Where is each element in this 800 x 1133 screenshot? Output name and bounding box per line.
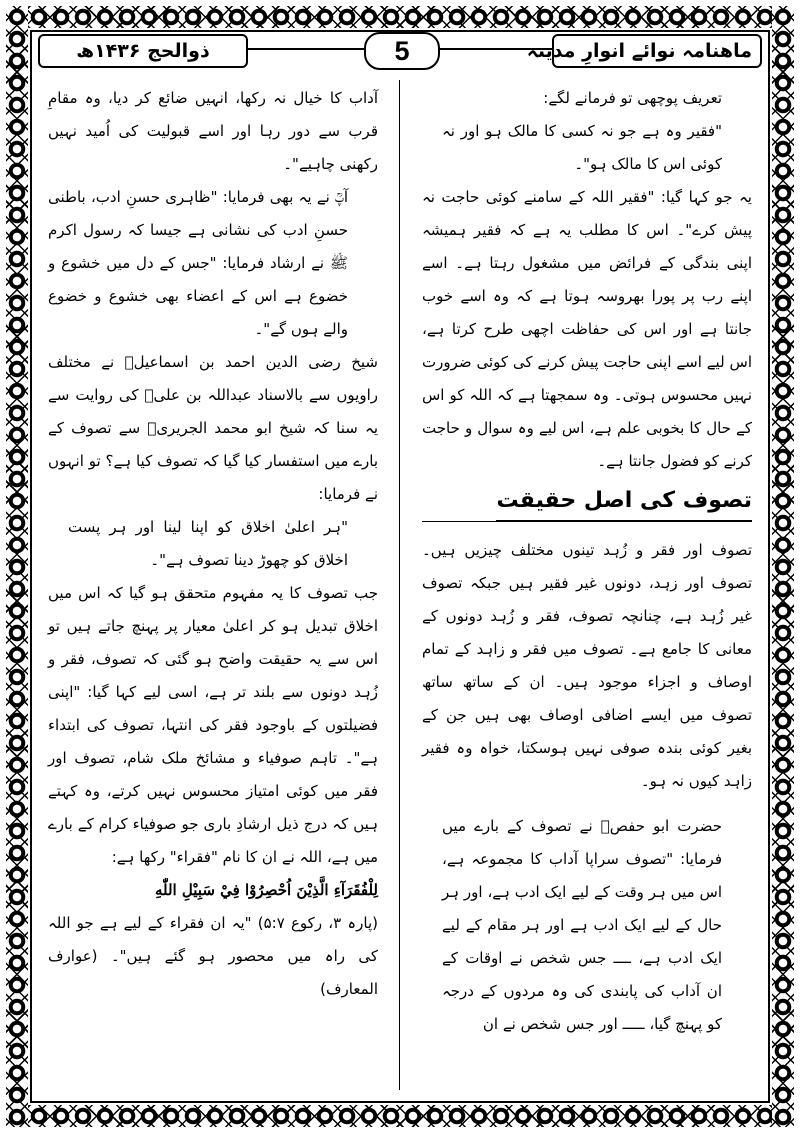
paragraph: یہ جو کہا گیا: "فقیر اللہ کے سامنے کوئی حاجت نہ پیش کرے"۔ اس کا مطلب یہ ہے کہ فقیر ہمیشہ اپنی بندگی کے فرائض میں مشغول رہتا ہے۔ اسے اپنے رب پر پورا بھروسہ ہوتا ہے کہ وہ اسے خوب جانتا ہے اور اس کی حفاظت اچھی طرح کرتا ہے، اس لیے اسے اپنی حاجت پیش کرنے کی کوئی ضرورت نہیں محسوس ہوتی۔ وہ سمجھتا ہے کہ اللہ کو اس کے حال کا بخوبی علم ہے، اس لیے وہ سوال و حاجت کرنے کو فضول جانتا ہے۔	[422, 188, 752, 470]
ornamental-border-top	[6, 6, 794, 28]
issue-date: ذوالحج ۱۴۳۶ھ	[38, 34, 248, 68]
ornamental-border-left	[6, 6, 28, 1127]
paragraph: تعریف پوچھی تو فرمانے لگے:	[543, 89, 722, 107]
section-heading	[422, 484, 752, 526]
paragraph: آپؒ نے یہ بھی فرمایا: "ظاہری حسنِ ادب، باطنی حسنِ ادب کی نشانی ہے جیسا کہ رسول اکرم ﷺ نے ارشاد فرمایا: "جس کے دل میں خشوع و خضوع ہے اس کے اعضاء بھی خشوع و خضوع والے ہوں گے"۔	[48, 188, 348, 338]
quran-verse: لِلْفُقَرَآءِ الَّذِيْنَ اُحْصِرُوْا فِيْ سَبِيْلِ اللّٰهِ	[154, 881, 378, 899]
paragraph: آداب کا خیال نہ رکھا، انہیں ضائع کر دیا، وہ مقامِ قرب سے دور رہا اور اسے قبولیت کی اُمید نہیں رکھنی چاہیے"۔	[48, 89, 378, 173]
quotation: "فقیر وہ ہے جو نہ کسی کا مالک ہو اور نہ کوئی اس کا مالک ہو"۔	[442, 122, 722, 173]
left-column	[48, 82, 378, 1082]
quotation: "ہر اعلیٰ اخلاق کو اپنا لینا اور ہر پست اخلاق کو چھوڑ دینا تصوف ہے"۔	[68, 518, 348, 569]
paragraph: (پارہ ۳، رکوع ۵:۷) "یہ ان فقراء کے لیے ہے جو اللہ کی راہ میں محصور ہو گئے ہیں"۔ (عوارف المعارف)	[48, 914, 378, 998]
ornamental-border-right	[772, 6, 794, 1127]
page-header	[34, 32, 766, 70]
quotation: حضرت ابو حفصؒ نے تصوف کے بارے میں فرمایا: "تصوف سراپا آداب کا مجموعہ ہے، اس میں ہر وقت کے لیے ایک ادب ہے، اور ہر حال کے لیے ایک ادب ہے اور ہر مقام کے لیے ایک ادب ہے، ــــ جس شخص نے اوقات کے ان آداب کی پابندی کی وہ مردوں کے درجہ کو پہنچ گیا، ـــــ اور جس شخص نے ان	[442, 817, 722, 1033]
section-heading-text: تصوف کی اصل حقیقت	[496, 484, 752, 522]
column-divider	[399, 80, 400, 1090]
right-column	[422, 82, 752, 1082]
page-number: 5	[364, 32, 440, 70]
paragraph: تصوف اور فقر و زُہد تینوں مختلف چیزیں ہیں۔ تصوف اور زہد، دونوں غیر فقیر ہیں جبکہ تصوف غیر زُہد ہے، چنانچہ تصوف، فقر و زُہد دونوں کے معانی کا جامع ہے۔ تصوف میں فقر و زاہد کے تمام اوصاف و اجزاء موجود ہیں۔ ان کے ساتھ ساتھ تصوف میں ایسے اضافی اوصاف بھی ہیں جن کے بغیر کوئی بندہ صوفی نہیں ہوسکتا، خواہ وہ فقیر زاہد کیوں نہ ہو۔	[422, 541, 752, 790]
magazine-title: ماهنامہ نوائے انوارِ مدینہ	[552, 34, 762, 68]
paragraph: شیخ رضی الدین احمد بن اسماعیلؒ نے مختلف راویوں سے بالاسناد عبداللہ بن علیؒ کی روایت سے یہ سنا کہ شیخ ابو محمد الجریریؒ سے تصوف کے بارے میں استفسار کیا گیا کہ تصوف کیا ہے؟ تو انہوں نے فرمایا:	[48, 353, 378, 503]
ornamental-border-bottom	[6, 1105, 794, 1127]
paragraph: جب تصوف کا یہ مفہوم متحقق ہو گیا کہ اس میں اخلاق تبدیل ہو کر اعلیٰ معیار پر پہنچ جاتے ہیں تو اس سے یہ حقیقت واضح ہو گئی کہ تصوف، فقر و زُہد دونوں سے بلند تر ہے، اسی لیے کہا گیا: "اپنی فضیلتوں کے باوجود فقر کی انتہا، تصوف کی ابتداء ہے"۔ تاہم صوفیاء و مشائخ ملک شام، تصوف اور فقر میں کوئی امتیاز محسوس نہیں کرتے، وہ کہتے ہیں کہ درج ذیل ارشادِ باری جو صوفیاء کرام کے بارے میں ہے، اللہ نے ان کا نام "فقراء" رکھا ہے:	[48, 584, 378, 866]
